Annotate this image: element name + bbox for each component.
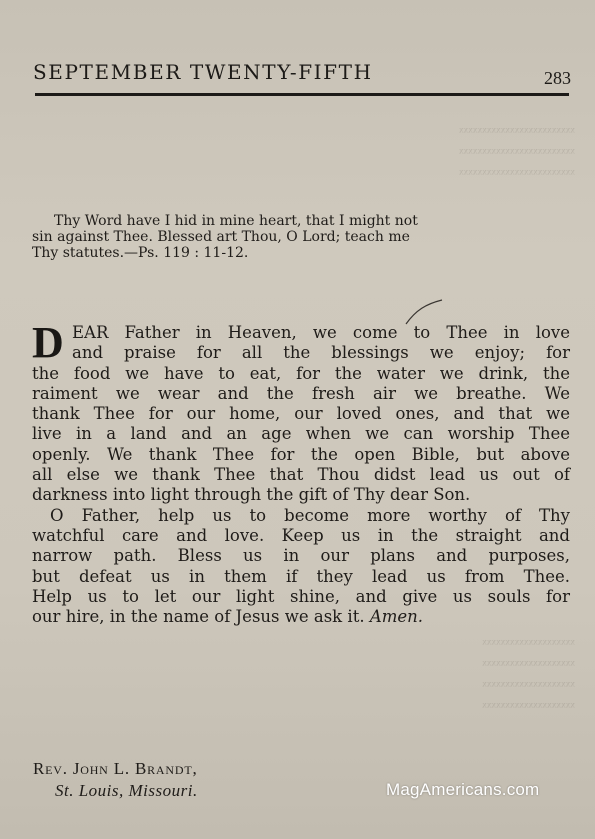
- author-location: St. Louis, Missouri.: [55, 781, 198, 800]
- prayer-line: Help us to let our light shine, and give us souls for: [32, 586, 570, 606]
- prayer-line: watchful care and love. Keep us in the straight and: [32, 525, 570, 545]
- watermark: MagAmericans.com: [386, 780, 540, 799]
- verse-line: sin against Thee. Blessed art Thou, O Lord; teach me: [32, 229, 410, 245]
- scripture-verse: [32, 213, 575, 261]
- prayer-line: EAR Father in Heaven, we come to Thee in love: [72, 323, 570, 342]
- closing-text: our hire, in the name of Jesus we ask it.: [32, 607, 365, 627]
- verse-line: Thy Word have I hid in mine heart, that I might not: [54, 213, 418, 229]
- verse-line: Thy statutes.—Ps. 119 : 11-12.: [32, 245, 249, 261]
- prayer-line: darkness into light through the gift of Thy dear Son.: [32, 485, 471, 505]
- prayer-line: and praise for all the blessings we enjoy; for: [72, 343, 570, 363]
- amen: Amen.: [369, 607, 424, 627]
- prayer-line: live in a land and an age when we can worship Thee: [32, 424, 570, 444]
- prayer-closing-line: [32, 607, 570, 627]
- author-name: Rev. John L. Brandt,: [33, 759, 198, 778]
- prayer-line: but defeat us in them if they lead us from Thee.: [32, 566, 570, 586]
- prayer-line: the food we have to eat, for the water we drink, the: [32, 363, 570, 383]
- prayer-line: narrow path. Bless us in our plans and purposes,: [32, 546, 570, 566]
- author-signature: [33, 758, 198, 802]
- prayer-line: O Father, help us to become more worthy of Thy: [50, 505, 570, 525]
- header-rule: [35, 93, 569, 96]
- prayer-line: raiment we wear and the fresh air we breathe. We: [32, 383, 570, 403]
- prayer-text: [32, 318, 570, 627]
- prayer-line: thank Thee for our home, our loved ones, and that we: [32, 404, 570, 424]
- drop-cap: D: [32, 318, 64, 367]
- page-header: [33, 60, 571, 94]
- prayer-line: openly. We thank Thee for the open Bible, but above: [32, 444, 570, 464]
- page-number: 283: [544, 68, 571, 88]
- prayer-line: all else we thank Thee that Thou didst lead us out of: [32, 465, 570, 485]
- show-through-text-bottom: ₓₓₓₓₓₓₓₓₓₓₓₓₓₓₓₓₓₓₓₓ ₓₓₓₓₓₓₓₓₓₓₓₓₓₓₓₓₓₓₓₓ ₓₓₓₓₓₓₓₓₓₓₓₓₓₓₓₓₓₓₓₓ ₓₓₓₓₓₓₓₓₓₓₓₓₓₓₓₓₓₓₓₓ: [482, 630, 575, 710]
- date-heading: SEPTEMBER TWENTY-FIFTH: [33, 60, 373, 84]
- show-through-text-top: ₓₓₓₓₓₓₓₓₓₓₓₓₓₓₓₓₓₓₓₓₓₓₓₓₓ ₓₓₓₓₓₓₓₓₓₓₓₓₓₓₓₓₓₓₓₓₓₓₓₓₓ ₓₓₓₓₓₓₓₓₓₓₓₓₓₓₓₓₓₓₓₓₓₓₓₓₓ: [458, 118, 575, 177]
